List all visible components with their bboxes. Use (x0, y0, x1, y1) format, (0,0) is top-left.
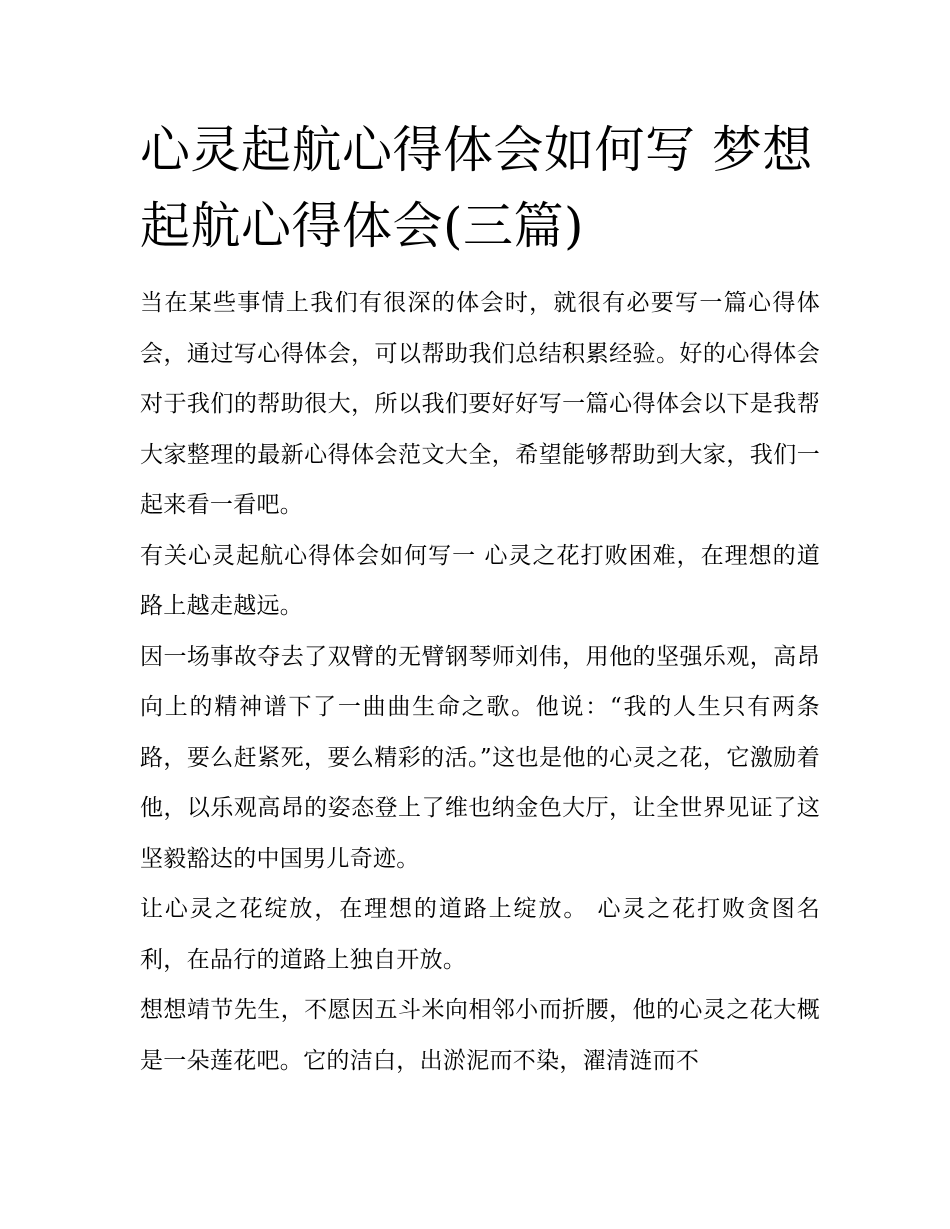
paragraph-section-heading: 有关心灵起航心得体会如何写一 心灵之花打败困难，在理想的道路上越走越远。 (140, 542, 820, 619)
document-body (140, 278, 820, 1086)
document-title: 心灵起航心得体会如何写 梦想起航心得体会(三篇) (140, 121, 813, 255)
paragraph-liu-wei: 因一场事故夺去了双臂的无臂钢琴师刘伟，用他的坚强乐观，高昂向上的精神谱下了一曲曲生命之歌。他说：“我的人生只有两条路，要么赶紧死，要么精彩的活。”这也是他的心灵之花，它激励着他，以乐观高昂的姿态登上了维也纳金色大厅，让全世界见证了这坚毅豁达的中国男儿奇迹。 (140, 643, 820, 872)
paragraph-jingjie: 想想靖节先生，不愿因五斗米向相邻小而折腰，他的心灵之花大概是一朵莲花吧。它的洁白，出淤泥而不染，濯清涟而不 (140, 997, 820, 1074)
paragraph-intro: 当在某些事情上我们有很深的体会时，就很有必要写一篇心得体会，通过写心得体会，可以帮助我们总结积累经验。好的心得体会对于我们的帮助很大，所以我们要好好写一篇心得体会以下是我帮大家整理的最新心得体会范文大全，希望能够帮助到大家，我们一起来看一看吧。 (140, 290, 820, 518)
paragraph-flower-bloom: 让心灵之花绽放，在理想的道路上绽放。 心灵之花打败贪图名利，在品行的道路上独自开放。 (140, 896, 820, 973)
